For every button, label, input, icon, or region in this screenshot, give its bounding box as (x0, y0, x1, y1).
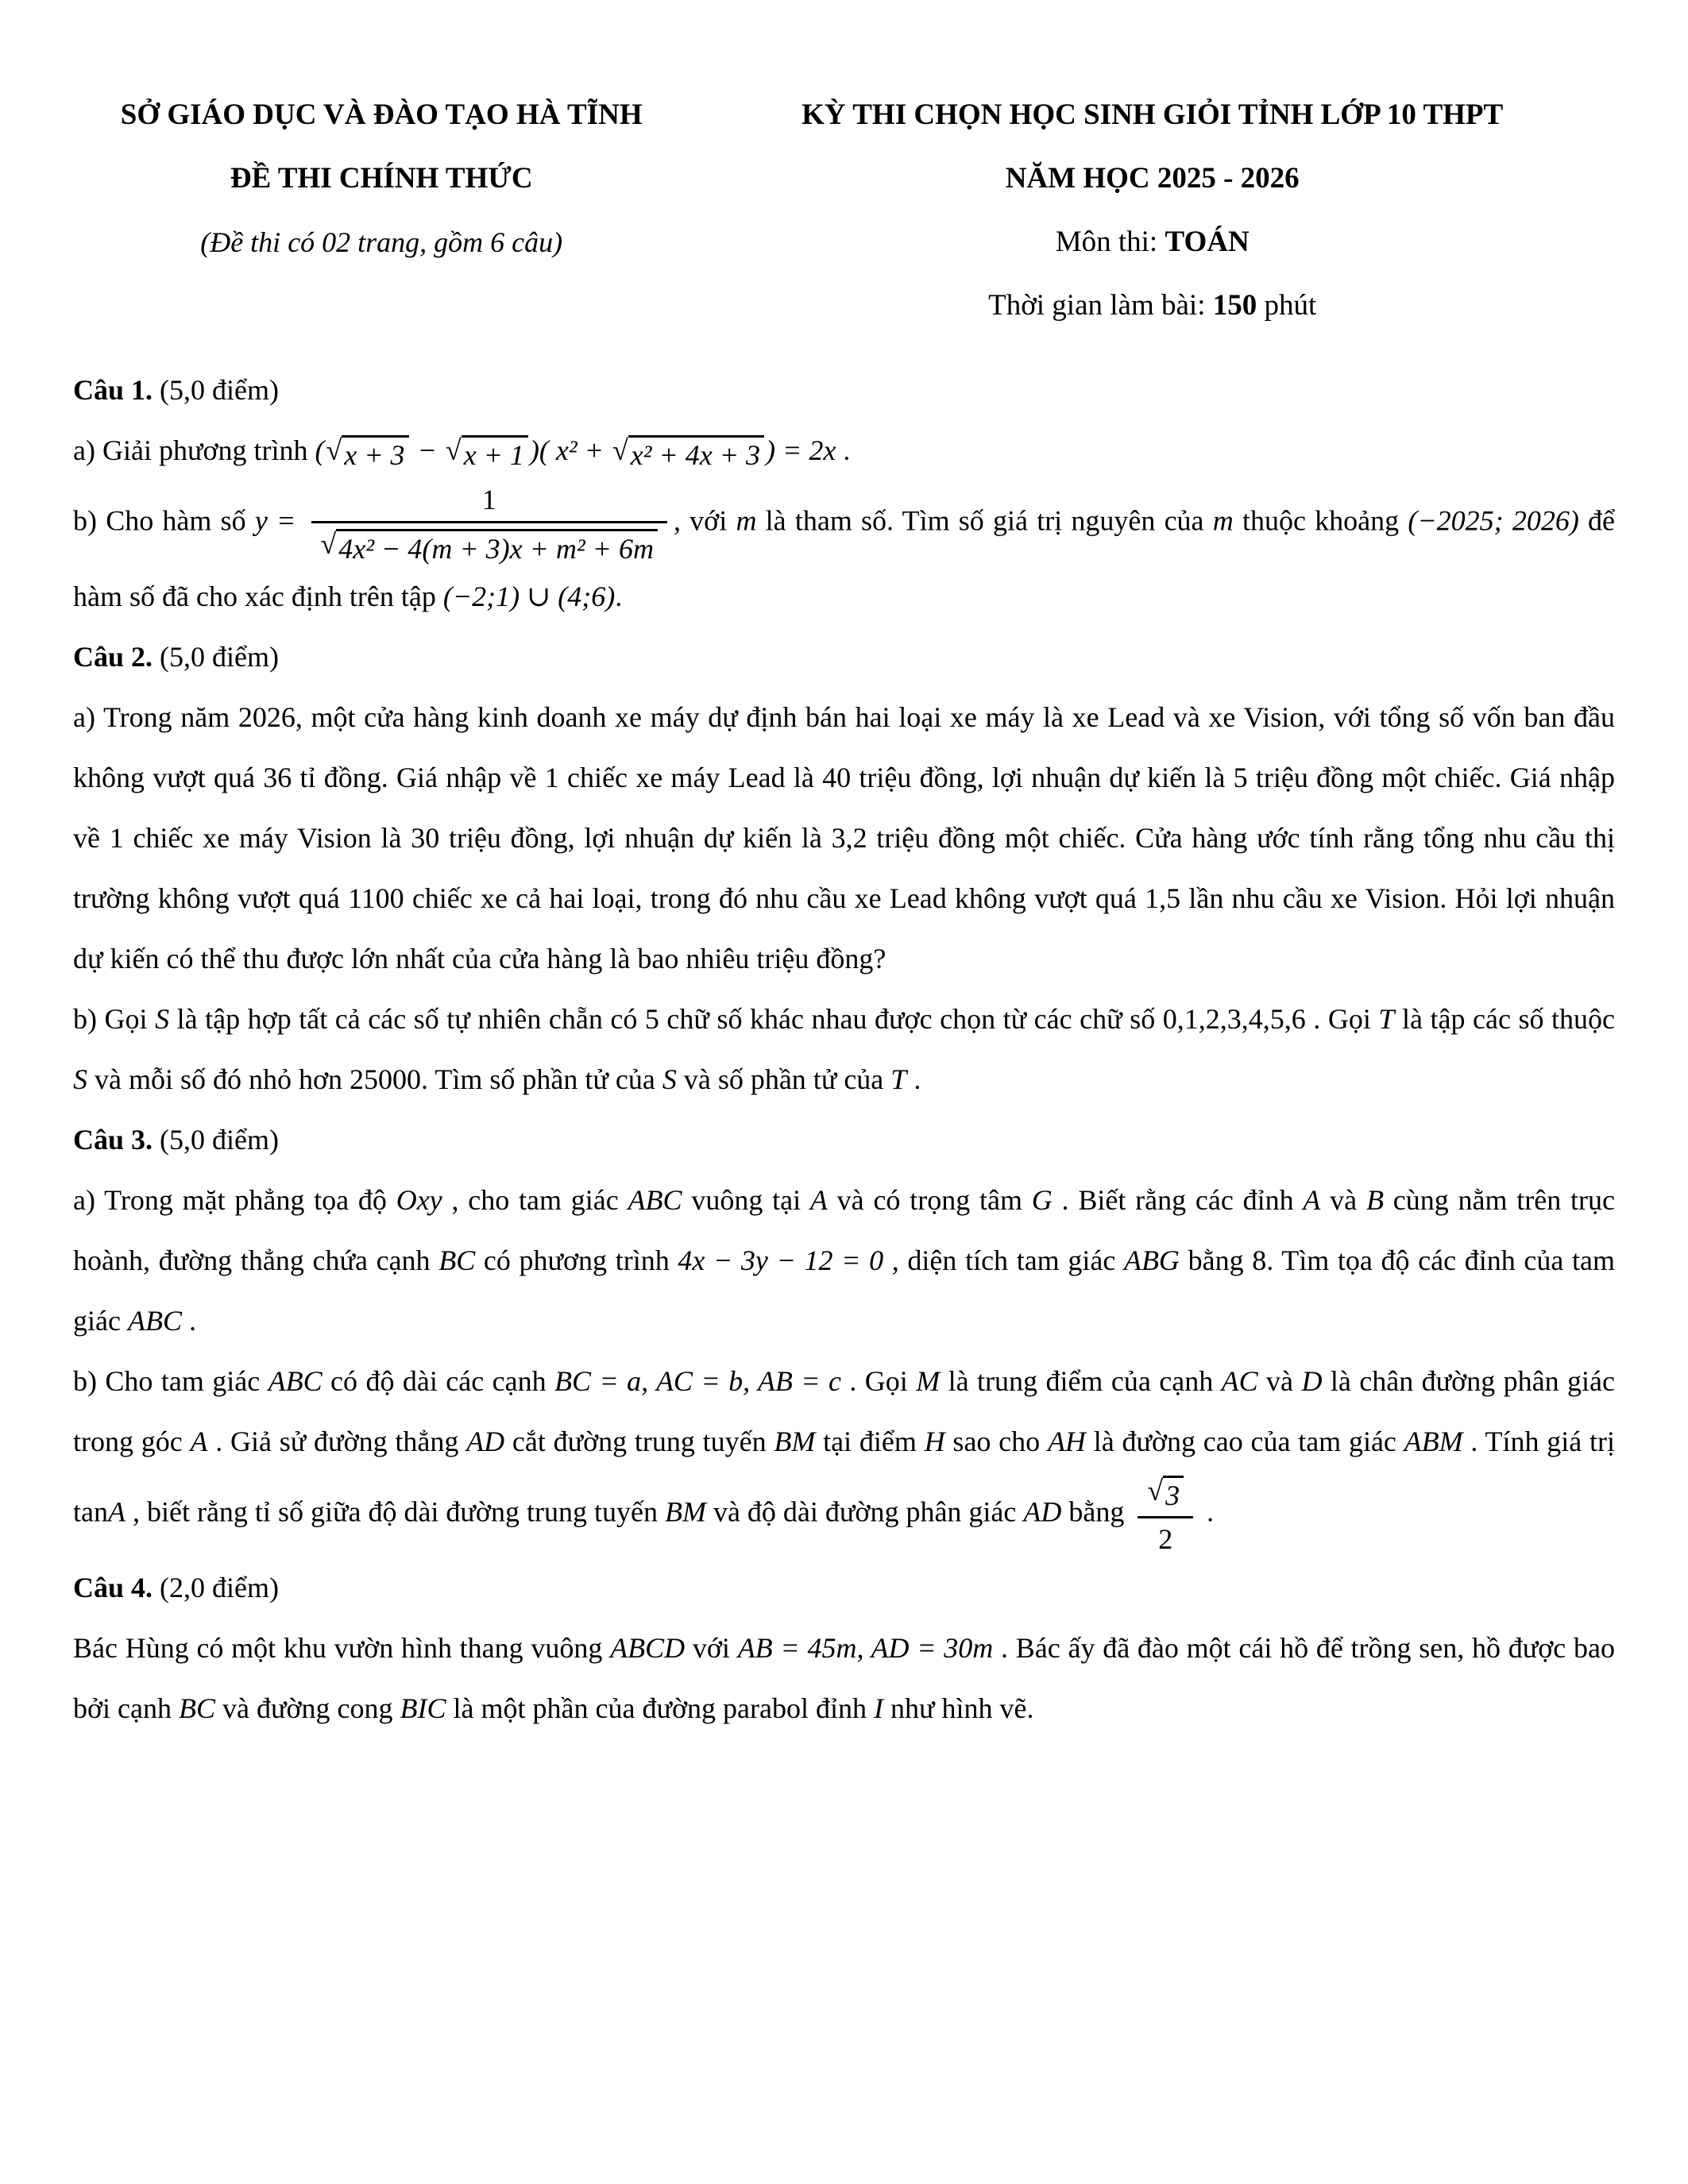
department-name: SỞ GIÁO DỤC VÀ ĐÀO TẠO HÀ TĨNH (120, 98, 643, 131)
math-text: S (662, 1063, 677, 1096)
math-radical (321, 529, 658, 566)
math-text: S (73, 1063, 87, 1096)
radicand: 4x² − 4(m + 3)x + m² + 6m (336, 529, 658, 566)
text-run: và đường cong (215, 1692, 400, 1725)
radicand: 3 (1163, 1476, 1184, 1513)
text-run: và (1257, 1365, 1302, 1398)
fraction-denominator (311, 523, 667, 566)
radicand: x + 1 (462, 435, 528, 473)
math-text: G (1031, 1184, 1053, 1217)
text-run: là chân đường phân giác trong góc (73, 1365, 1616, 1458)
duration-value: 150 (1212, 289, 1257, 322)
question-2b (73, 989, 1615, 1109)
math-text: ABC (628, 1184, 682, 1217)
math-text: I (873, 1692, 883, 1725)
text-run: . (836, 434, 851, 466)
bold-text: Câu 1. (73, 374, 153, 406)
bold-text: Câu 2. (73, 641, 153, 673)
text-run: vuông tại (682, 1184, 810, 1217)
text-run: thuộc khoảng (1233, 504, 1408, 537)
text-run: là tập hợp tất cả các số tự nhiên chẵn có 5 chữ số khác nhau được chọn từ các chữ số 0,1,2,3,4,5,6 . Gọi (169, 1003, 1379, 1036)
text-run: (5,0 điểm) (153, 641, 279, 673)
math-text: M (916, 1365, 941, 1398)
math-radical (326, 435, 409, 473)
question-1a (73, 420, 1615, 480)
text-run: và mỗi số đó nhỏ hơn 25000. Tìm số phần tử của (87, 1063, 662, 1096)
fraction-numerator (311, 480, 667, 523)
text-run: có phương trình (475, 1244, 678, 1277)
math-text: T (890, 1063, 907, 1096)
text-run: , với (673, 504, 736, 537)
question-1b (73, 480, 1615, 627)
duration-suffix: phút (1257, 289, 1317, 322)
text-run: (5,0 điểm) (153, 1124, 279, 1156)
sqrt-icon: √ (320, 528, 337, 560)
math-text: BM (774, 1426, 816, 1458)
math-text: AB = 45m, AD = 30m (737, 1632, 994, 1665)
text-run: và số phần tử của (676, 1063, 891, 1096)
text-run: và (1320, 1184, 1366, 1217)
text-run: có độ dài các cạnh (322, 1365, 555, 1398)
text-run: a) Giải phương trình (73, 434, 315, 466)
math-radical (1147, 1476, 1184, 1513)
math-text: ABG (1123, 1244, 1180, 1277)
math-text: H (924, 1426, 945, 1458)
exam-official-label: ĐỀ THI CHÍNH THỨC (230, 162, 533, 195)
text-run: cùng nằm trên trục hoành, đường thẳng chứa cạnh (73, 1184, 1615, 1277)
math-fraction (1138, 1472, 1193, 1557)
math-text: Oxy (396, 1184, 442, 1217)
school-year: NĂM HỌC 2025 - 2026 (1005, 162, 1300, 195)
math-text: ABM (1404, 1426, 1463, 1458)
text-run: a) Trong mặt phẳng tọa độ (73, 1184, 396, 1217)
text-run: b) Cho hàm số (73, 504, 255, 537)
duration-line (689, 274, 1615, 338)
text-run: 1 (481, 484, 496, 515)
math-text: − (410, 434, 444, 466)
subject-prefix: Môn thi: (1055, 226, 1165, 258)
math-text: AD (466, 1426, 505, 1458)
math-text: A (1303, 1184, 1321, 1217)
text-run: 2 (1158, 1523, 1173, 1556)
math-text: (−2;1) ∪ (4;6) (442, 581, 616, 613)
sqrt-icon: √ (326, 434, 342, 466)
text-run: . Biết rằng các đỉnh (1052, 1184, 1304, 1217)
exam-note: (Đề thi có 02 trang, gồm 6 câu) (200, 226, 563, 258)
math-text: ( (315, 434, 325, 466)
text-run: (2,0 điểm) (153, 1572, 279, 1604)
contest-title: KỲ THI CHỌN HỌC SINH GIỎI TỈNH LỚP 10 THPT (802, 98, 1504, 131)
header-right (689, 83, 1615, 338)
text-run: tại điểm (815, 1426, 925, 1458)
sqrt-icon: √ (445, 434, 462, 466)
radicand: x² + 4x + 3 (628, 435, 764, 473)
duration-prefix: Thời gian làm bài: (988, 289, 1213, 322)
text-run: để hàm số đã cho xác định trên tập (73, 504, 1615, 613)
math-text: (−2025; 2026) (1408, 504, 1579, 537)
math-text: AC (1221, 1365, 1258, 1398)
math-text: A (190, 1426, 208, 1458)
question-3b (73, 1351, 1615, 1557)
math-radical (612, 435, 764, 473)
math-text: B (1365, 1184, 1384, 1217)
text-run: . (181, 1305, 196, 1337)
math-text: AH (1047, 1426, 1086, 1458)
math-text: ABCD (610, 1632, 686, 1665)
document-body (73, 360, 1615, 1738)
text-run: là tập các số thuộc (1394, 1003, 1616, 1036)
text-run: là một phần của đường parabol đỉnh (446, 1692, 874, 1725)
text-run: b) Gọi (73, 1003, 156, 1036)
math-text: m (1212, 504, 1234, 537)
text-run: . Tính giá trị tan (73, 1426, 1616, 1528)
math-text: m (736, 504, 757, 537)
math-text: BC = a, AC = b, AB = c (554, 1365, 841, 1398)
text-run: . Giả sử đường thẳng (207, 1426, 467, 1458)
math-text: ABC (268, 1365, 323, 1398)
fraction-denominator (1138, 1518, 1193, 1557)
subject-line (689, 210, 1615, 274)
text-run: . Bác ấy đã đào một cái hồ để trồng sen, hồ được bao bởi cạnh (73, 1632, 1615, 1725)
math-text: A (107, 1495, 126, 1528)
text-run: . (1199, 1495, 1215, 1528)
header (73, 83, 1615, 338)
text-run: , cho tam giác (442, 1184, 628, 1217)
text-run: sao cho (944, 1426, 1048, 1458)
math-text: y = (254, 504, 305, 537)
math-fraction (311, 480, 667, 566)
text-run: , diện tích tam giác (883, 1244, 1124, 1277)
text-run: là đường cao của tam giác (1085, 1426, 1404, 1458)
math-text: BM (664, 1495, 706, 1528)
text-run: . Gọi (840, 1365, 917, 1398)
text-run: a) Trong năm 2026, một cửa hàng kinh doanh xe máy dự định bán hai loại xe máy là xe Lead và xe Vision, với tổng số vốn ban đầu không vượt quá 36 tỉ đồng. Giá nhập về 1 chiếc xe máy Lead là 40 triệu đồng, lợi nhuận dự kiến là 5 triệu đồng một chiếc. Giá nhập về 1 chiếc xe máy Vision là 30 triệu đồng, lợi nhuận dự kiến là 3,2 triệu đồng một chiếc. Cửa hàng ước tính rằng tổng nhu cầu thị trường không vượt quá 1100 chiếc xe cả hai loại, trong đó nhu cầu xe Lead không vượt quá 1,5 lần nhu cầu xe Vision. Hỏi lợi nhuận dự kiến có thể thu được lớn nhất của cửa hàng là bao nhiêu triệu đồng? (73, 701, 1615, 975)
text-run: . (906, 1063, 921, 1096)
math-text: AD (1023, 1495, 1062, 1528)
question-2-heading (73, 627, 1615, 687)
question-2a (73, 687, 1615, 989)
text-run: bằng 8. Tìm tọa độ các đỉnh của tam giác (73, 1244, 1615, 1337)
text-run: bằng (1061, 1495, 1132, 1528)
header-left (73, 83, 689, 338)
math-text: BC (438, 1244, 476, 1277)
text-run: là tham số. Tìm số giá trị nguyên của (756, 504, 1213, 537)
math-text: ) = 2x (766, 434, 836, 466)
math-text: ABC (127, 1305, 182, 1337)
math-text: T (1378, 1003, 1395, 1036)
math-text: 4x − 3y − 12 = 0 (678, 1244, 884, 1277)
question-4 (73, 1618, 1615, 1738)
math-text: A (809, 1184, 828, 1217)
fraction-numerator (1138, 1472, 1193, 1518)
math-text: BIC (400, 1692, 446, 1725)
text-run: b) Cho tam giác (73, 1365, 268, 1398)
text-run: với (685, 1632, 738, 1665)
text-run: cắt đường trung tuyến (504, 1426, 774, 1458)
question-3a (73, 1170, 1615, 1351)
math-text: D (1301, 1365, 1323, 1398)
text-run: và độ dài đường phân giác (705, 1495, 1024, 1528)
math-text: )( x² + (529, 434, 611, 466)
sqrt-icon: √ (612, 434, 628, 466)
text-run: (5,0 điểm) (153, 374, 279, 406)
question-3-heading (73, 1109, 1615, 1170)
sqrt-icon: √ (1147, 1475, 1164, 1507)
text-run: . (615, 581, 623, 613)
question-4-heading (73, 1557, 1615, 1618)
text-run: , biết rằng tỉ số giữa độ dài đường trung tuyến (125, 1495, 665, 1528)
bold-text: Câu 3. (73, 1124, 153, 1156)
math-radical (446, 435, 528, 473)
question-1-heading (73, 360, 1615, 420)
bold-text: Câu 4. (73, 1572, 153, 1604)
text-run: là trung điểm của cạnh (940, 1365, 1222, 1398)
radicand: x + 3 (342, 435, 408, 473)
math-text: BC (179, 1692, 216, 1725)
subject-name: TOÁN (1165, 226, 1250, 258)
math-text: S (155, 1003, 170, 1036)
text-run: và có trọng tâm (827, 1184, 1032, 1217)
text-run: Bác Hùng có một khu vườn hình thang vuông (73, 1632, 611, 1665)
text-run: như hình vẽ. (883, 1692, 1034, 1725)
